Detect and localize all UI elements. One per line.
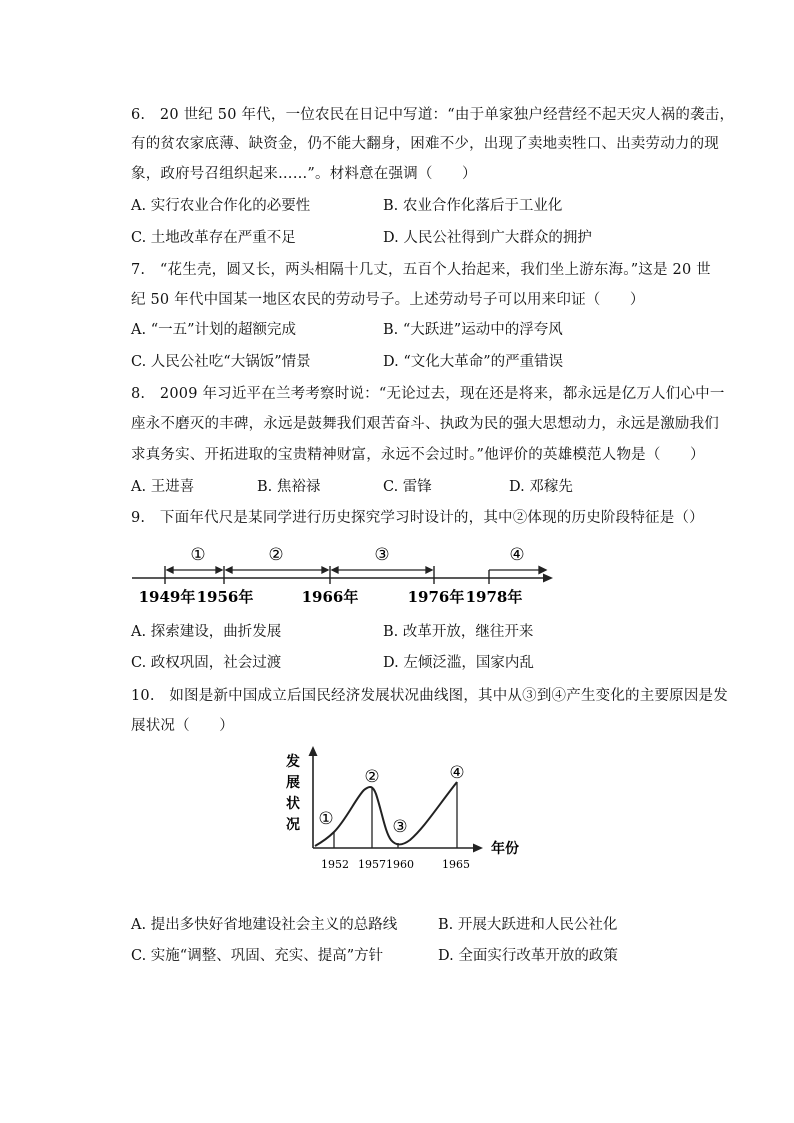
graph-ylabel-char-2: 展 xyxy=(286,775,300,791)
q7-line-2: 纪 50 年代中国某一地区农民的劳动号子。上述劳动号子可以用来印证（ ） xyxy=(131,292,645,308)
graph-year-1960: 1960 xyxy=(386,858,414,871)
timeline-year-1976: 1976年 xyxy=(407,588,465,606)
q9-option-b: B. 改革开放，继往开来 xyxy=(383,624,534,640)
q6-option-c: C. 土地改革存在严重不足 xyxy=(131,230,296,246)
graph-ylabel-char-3: 状 xyxy=(286,796,300,812)
graph-point-1: ① xyxy=(318,809,334,829)
q9-line-1: 9. 下面年代尺是某同学进行历史探究学习时设计的，其中②体现的历史阶段特征是（） xyxy=(131,510,704,526)
timeline-marker-3: ③ xyxy=(374,545,390,565)
q8-option-c: C. 雷锋 xyxy=(383,479,432,495)
graph-ylabel-char-1: 发 xyxy=(286,754,300,770)
timeline-year-1978: 1978年 xyxy=(465,588,523,606)
timeline-figure xyxy=(0,540,794,630)
timeline-year-1956: 1956年 xyxy=(196,588,254,606)
q7-option-c: C. 人民公社吃“大锅饭”情景 xyxy=(131,354,311,370)
q10-line-1: 10. 如图是新中国成立后国民经济发展状况曲线图，其中从③到④产生变化的主要原因是发 xyxy=(131,688,728,704)
q9-option-a: A. 探索建设，曲折发展 xyxy=(131,624,282,640)
graph-year-1965: 1965 xyxy=(442,858,470,871)
q10-line-2: 展状况（ ） xyxy=(131,718,234,734)
timeline-arrow-icon xyxy=(543,574,553,583)
timeline-marker-1: ① xyxy=(190,545,206,565)
timeline-year-1949: 1949年 xyxy=(138,588,196,606)
graph-year-1957: 1957 xyxy=(358,858,386,871)
graph-y-arrow-icon xyxy=(309,746,318,756)
q8-option-d: D. 邓稼先 xyxy=(509,479,573,495)
q7-option-a: A. “一五”计划的超额完成 xyxy=(131,322,297,338)
q10-option-d: D. 全面实行改革开放的政策 xyxy=(438,948,618,964)
graph-point-4: ④ xyxy=(449,763,465,783)
graph-year-1952: 1952 xyxy=(321,858,349,871)
q8-option-a: A. 王进喜 xyxy=(131,479,195,495)
q9-option-c: C. 政权巩固，社会过渡 xyxy=(131,655,282,671)
q10-option-c: C. 实施“调整、巩固、充实、提高”方针 xyxy=(131,948,384,964)
q6-line-1: 6. 20 世纪 50 年代，一位农民在日记中写道：“由于单家独户经营经不起天灾人祸的袭击， xyxy=(131,107,735,123)
q6-option-a: A. 实行农业合作化的必要性 xyxy=(131,198,311,214)
timeline-marker-2: ② xyxy=(268,545,284,565)
q7-option-d: D. “文化大革命”的严重错误 xyxy=(383,354,564,370)
timeline-year-1966: 1966年 xyxy=(301,588,359,606)
graph-xlabel: 年份 xyxy=(491,841,519,857)
graph-ylabel-char-4: 况 xyxy=(286,817,300,833)
q6-line-3: 象，政府号召组织起来……”。材料意在强调（ ） xyxy=(131,166,477,182)
economic-development-graph xyxy=(0,740,794,880)
q10-option-b: B. 开展大跃进和人民公社化 xyxy=(438,917,618,933)
q6-option-b: B. 农业合作化落后于工业化 xyxy=(383,198,563,214)
timeline-marker-4: ④ xyxy=(509,545,525,565)
q8-line-3: 求真务实、开拓进取的宝贵精神财富，永远不会过时。”他评价的英雄模范人物是（ ） xyxy=(131,447,705,463)
development-curve xyxy=(315,782,457,846)
q9-option-d: D. 左倾泛滥，国家内乱 xyxy=(383,655,534,671)
q7-option-b: B. “大跃进”运动中的浮夸风 xyxy=(383,322,563,338)
q8-option-b: B. 焦裕禄 xyxy=(257,479,321,495)
q10-option-a: A. 提出多快好省地建设社会主义的总路线 xyxy=(131,917,398,933)
q6-line-2: 有的贫农家底薄、缺资金，仍不能大翻身，困难不少，出现了卖地卖牲口、出卖劳动力的现 xyxy=(131,136,719,152)
q6-option-d: D. 人民公社得到广大群众的拥护 xyxy=(383,230,592,246)
graph-x-arrow-icon xyxy=(473,844,483,853)
q8-line-2: 座永不磨灭的丰碑，永远是鼓舞我们艰苦奋斗、执政为民的强大思想动力，永远是激励我们 xyxy=(131,416,719,432)
graph-point-2: ② xyxy=(364,767,380,787)
graph-point-3: ③ xyxy=(392,817,408,837)
q8-line-1: 8. 2009 年习近平在兰考考察时说：“无论过去，现在还是将来，都永远是亿万人们心中一 xyxy=(131,386,725,402)
q7-line-1: 7. “花生壳，圆又长，两头相隔十几丈，五百个人抬起来，我们坐上游东海。”这是 20 世 xyxy=(131,262,711,278)
